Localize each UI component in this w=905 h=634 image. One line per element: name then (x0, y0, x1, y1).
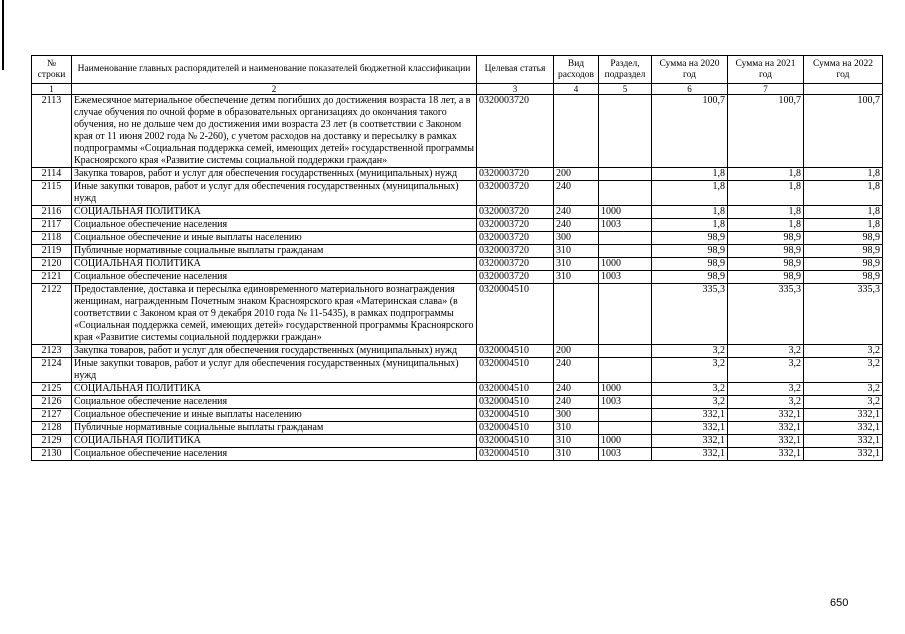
expense-type-cell: 310 (554, 245, 599, 258)
sum-2020-cell: 332,1 (652, 448, 728, 461)
section-cell (599, 245, 652, 258)
section-cell: 1000 (599, 383, 652, 396)
section-cell (599, 422, 652, 435)
row-number-cell: 2115 (32, 181, 72, 206)
section-cell (599, 232, 652, 245)
table-row (32, 95, 883, 168)
expense-type-cell: 240 (554, 383, 599, 396)
target-article-cell: 0320004510 (477, 284, 554, 345)
column-number: 5 (599, 84, 652, 95)
indicator-name-cell: Публичные нормативные социальные выплаты гражданам (72, 422, 477, 435)
expense-type-cell: 310 (554, 448, 599, 461)
sum-2022-cell: 3,2 (804, 396, 883, 409)
section-cell: 1000 (599, 435, 652, 448)
header-sum-2021: Сумма на 2021 год (728, 56, 804, 84)
sum-2020-cell: 332,1 (652, 409, 728, 422)
sum-2021-cell: 1,8 (728, 181, 804, 206)
column-number: 7 (728, 84, 804, 95)
sum-2020-cell: 3,2 (652, 383, 728, 396)
sum-2021-cell: 3,2 (728, 358, 804, 383)
target-article-cell: 0320004510 (477, 422, 554, 435)
sum-2022-cell: 335,3 (804, 284, 883, 345)
target-article-cell: 0320003720 (477, 168, 554, 181)
row-number-cell: 2126 (32, 396, 72, 409)
expense-type-cell (554, 284, 599, 345)
target-article-cell: 0320004510 (477, 358, 554, 383)
indicator-name-cell: Социальное обеспечение населения (72, 448, 477, 461)
row-number-cell: 2128 (32, 422, 72, 435)
row-number-cell: 2122 (32, 284, 72, 345)
sum-2020-cell: 1,8 (652, 219, 728, 232)
expense-type-cell: 310 (554, 258, 599, 271)
column-number: 1 (32, 84, 72, 95)
table-row (32, 345, 883, 358)
target-article-cell: 0320003720 (477, 245, 554, 258)
section-cell (599, 95, 652, 168)
indicator-name-cell: Публичные нормативные социальные выплаты гражданам (72, 245, 477, 258)
indicator-name-cell: Социальное обеспечение населения (72, 271, 477, 284)
sum-2021-cell: 100,7 (728, 95, 804, 168)
sum-2020-cell: 98,9 (652, 245, 728, 258)
indicator-name-cell: Ежемесячное материальное обеспечение детям погибших до достижения возраста 18 лет, а в случае обучения по очной форме в образовательных организациях до окончания такого обучения, но не дольше чем до достижения ими возраста 23 лет (в соответствии с Законом края от 11 июня 2002 года № 2-260), с учетом расходов на доставку и пересылку в рамках подпрограммы «Социальная поддержка семей, имеющих детей» государственной программы Красноярского края «Развитие системы социальной поддержки граждан» (72, 95, 477, 168)
sum-2021-cell: 3,2 (728, 383, 804, 396)
target-article-cell: 0320003720 (477, 219, 554, 232)
row-number-cell: 2118 (32, 232, 72, 245)
sum-2022-cell: 1,8 (804, 181, 883, 206)
row-number-cell: 2116 (32, 206, 72, 219)
section-cell: 1003 (599, 448, 652, 461)
column-number: 3 (477, 84, 554, 95)
target-article-cell: 0320003720 (477, 258, 554, 271)
table-row (32, 271, 883, 284)
indicator-name-cell: Социальное обеспечение и иные выплаты населению (72, 409, 477, 422)
expense-type-cell (554, 95, 599, 168)
sum-2020-cell: 335,3 (652, 284, 728, 345)
sum-2020-cell: 1,8 (652, 168, 728, 181)
section-cell (599, 168, 652, 181)
table-row (32, 358, 883, 383)
row-number-cell: 2129 (32, 435, 72, 448)
target-article-cell: 0320004510 (477, 396, 554, 409)
target-article-cell: 0320004510 (477, 435, 554, 448)
table-row (32, 284, 883, 345)
table-row (32, 383, 883, 396)
row-number-cell: 2125 (32, 383, 72, 396)
row-number-cell: 2121 (32, 271, 72, 284)
expense-type-cell: 300 (554, 409, 599, 422)
sum-2020-cell: 1,8 (652, 181, 728, 206)
row-number-cell: 2124 (32, 358, 72, 383)
section-cell: 1000 (599, 206, 652, 219)
column-number: 2 (72, 84, 477, 95)
table-row (32, 219, 883, 232)
column-number-row (32, 84, 883, 95)
row-number-cell: 2123 (32, 345, 72, 358)
sum-2022-cell: 98,9 (804, 232, 883, 245)
row-number-cell: 2113 (32, 95, 72, 168)
sum-2022-cell: 332,1 (804, 409, 883, 422)
target-article-cell: 0320004510 (477, 345, 554, 358)
sum-2020-cell: 3,2 (652, 396, 728, 409)
indicator-name-cell: Предоставление, доставка и пересылка единовременного материального вознаграждения женщинам, награжденным Почетным знаком Красноярского края «Материнская слава» (в соответствии с Законом края от 9 декабря 2010 года № 11-5435), в рамках подпрограммы «Социальная поддержка семей, имеющих детей» государственной программы Красноярского края «Развитие системы социальной поддержки граждан» (72, 284, 477, 345)
header-sum-2020: Сумма на 2020 год (652, 56, 728, 84)
budget-table (31, 55, 883, 461)
sum-2020-cell: 98,9 (652, 271, 728, 284)
expense-type-cell: 200 (554, 345, 599, 358)
sum-2021-cell: 98,9 (728, 271, 804, 284)
column-number: 6 (652, 84, 728, 95)
section-cell: 1003 (599, 271, 652, 284)
row-number-cell: 2127 (32, 409, 72, 422)
sum-2022-cell: 1,8 (804, 219, 883, 232)
indicator-name-cell: Иные закупки товаров, работ и услуг для обеспечения государственных (муниципальных) нужд (72, 181, 477, 206)
table-row (32, 245, 883, 258)
indicator-name-cell: СОЦИАЛЬНАЯ ПОЛИТИКА (72, 435, 477, 448)
sum-2022-cell: 3,2 (804, 345, 883, 358)
table-row (32, 181, 883, 206)
indicator-name-cell: Социальное обеспечение и иные выплаты населению (72, 232, 477, 245)
expense-type-cell: 240 (554, 358, 599, 383)
sum-2022-cell: 332,1 (804, 448, 883, 461)
indicator-name-cell: СОЦИАЛЬНАЯ ПОЛИТИКА (72, 383, 477, 396)
row-number-cell: 2114 (32, 168, 72, 181)
section-cell: 1000 (599, 258, 652, 271)
sum-2021-cell: 3,2 (728, 345, 804, 358)
sum-2022-cell: 98,9 (804, 271, 883, 284)
sum-2020-cell: 3,2 (652, 345, 728, 358)
target-article-cell: 0320003720 (477, 95, 554, 168)
sum-2021-cell: 1,8 (728, 219, 804, 232)
expense-type-cell: 310 (554, 422, 599, 435)
table-header-row (32, 56, 883, 84)
target-article-cell: 0320004510 (477, 409, 554, 422)
indicator-name-cell: Закупка товаров, работ и услуг для обеспечения государственных (муниципальных) нужд (72, 345, 477, 358)
target-article-cell: 0320003720 (477, 271, 554, 284)
indicator-name-cell: Закупка товаров, работ и услуг для обеспечения государственных (муниципальных) нужд (72, 168, 477, 181)
header-row-number: № строки (32, 56, 72, 84)
sum-2022-cell: 332,1 (804, 435, 883, 448)
scan-edge-line (2, 0, 4, 70)
header-target-article: Целевая статья (477, 56, 554, 84)
sum-2020-cell: 1,8 (652, 206, 728, 219)
expense-type-cell: 240 (554, 181, 599, 206)
sum-2020-cell: 98,9 (652, 232, 728, 245)
indicator-name-cell: Социальное обеспечение населения (72, 396, 477, 409)
sum-2021-cell: 332,1 (728, 422, 804, 435)
sum-2022-cell: 332,1 (804, 422, 883, 435)
sum-2022-cell: 98,9 (804, 245, 883, 258)
sum-2021-cell: 98,9 (728, 245, 804, 258)
sum-2022-cell: 3,2 (804, 358, 883, 383)
expense-type-cell: 200 (554, 168, 599, 181)
section-cell (599, 409, 652, 422)
column-number: 4 (554, 84, 599, 95)
section-cell (599, 345, 652, 358)
expense-type-cell: 310 (554, 435, 599, 448)
sum-2022-cell: 100,7 (804, 95, 883, 168)
table-row (32, 396, 883, 409)
expense-type-cell: 240 (554, 206, 599, 219)
indicator-name-cell: СОЦИАЛЬНАЯ ПОЛИТИКА (72, 258, 477, 271)
sum-2020-cell: 98,9 (652, 258, 728, 271)
target-article-cell: 0320003720 (477, 206, 554, 219)
table-row (32, 258, 883, 271)
expense-type-cell: 300 (554, 232, 599, 245)
row-number-cell: 2120 (32, 258, 72, 271)
sum-2021-cell: 332,1 (728, 409, 804, 422)
sum-2020-cell: 332,1 (652, 435, 728, 448)
sum-2021-cell: 1,8 (728, 206, 804, 219)
indicator-name-cell: Иные закупки товаров, работ и услуг для обеспечения государственных (муниципальных) нужд (72, 358, 477, 383)
table-row (32, 448, 883, 461)
sum-2022-cell: 3,2 (804, 383, 883, 396)
header-sum-2022: Сумма на 2022 год (804, 56, 883, 84)
row-number-cell: 2117 (32, 219, 72, 232)
page-number: 650 (830, 597, 849, 609)
sum-2020-cell: 3,2 (652, 358, 728, 383)
target-article-cell: 0320003720 (477, 232, 554, 245)
table-row (32, 409, 883, 422)
expense-type-cell: 310 (554, 271, 599, 284)
table-row (32, 232, 883, 245)
table-row (32, 168, 883, 181)
sum-2021-cell: 332,1 (728, 448, 804, 461)
table-row (32, 422, 883, 435)
target-article-cell: 0320004510 (477, 383, 554, 396)
row-number-cell: 2130 (32, 448, 72, 461)
section-cell: 1003 (599, 396, 652, 409)
indicator-name-cell: СОЦИАЛЬНАЯ ПОЛИТИКА (72, 206, 477, 219)
section-cell (599, 284, 652, 345)
header-section: Раздел, подраздел (599, 56, 652, 84)
expense-type-cell: 240 (554, 219, 599, 232)
sum-2021-cell: 98,9 (728, 232, 804, 245)
section-cell (599, 358, 652, 383)
sum-2021-cell: 332,1 (728, 435, 804, 448)
section-cell: 1003 (599, 219, 652, 232)
section-cell (599, 181, 652, 206)
sum-2022-cell: 98,9 (804, 258, 883, 271)
sum-2022-cell: 1,8 (804, 168, 883, 181)
target-article-cell: 0320004510 (477, 448, 554, 461)
sum-2020-cell: 100,7 (652, 95, 728, 168)
table-body (32, 95, 883, 461)
sum-2021-cell: 1,8 (728, 168, 804, 181)
target-article-cell: 0320003720 (477, 181, 554, 206)
expense-type-cell: 240 (554, 396, 599, 409)
row-number-cell: 2119 (32, 245, 72, 258)
table-row (32, 435, 883, 448)
header-expense-type: Вид расходов (554, 56, 599, 84)
sum-2021-cell: 335,3 (728, 284, 804, 345)
sum-2021-cell: 98,9 (728, 258, 804, 271)
column-number (804, 84, 883, 95)
sum-2020-cell: 332,1 (652, 422, 728, 435)
sum-2021-cell: 3,2 (728, 396, 804, 409)
table-row (32, 206, 883, 219)
sum-2022-cell: 1,8 (804, 206, 883, 219)
indicator-name-cell: Социальное обеспечение населения (72, 219, 477, 232)
header-name: Наименование главных распорядителей и наименование показателей бюджетной классификации (72, 56, 477, 84)
